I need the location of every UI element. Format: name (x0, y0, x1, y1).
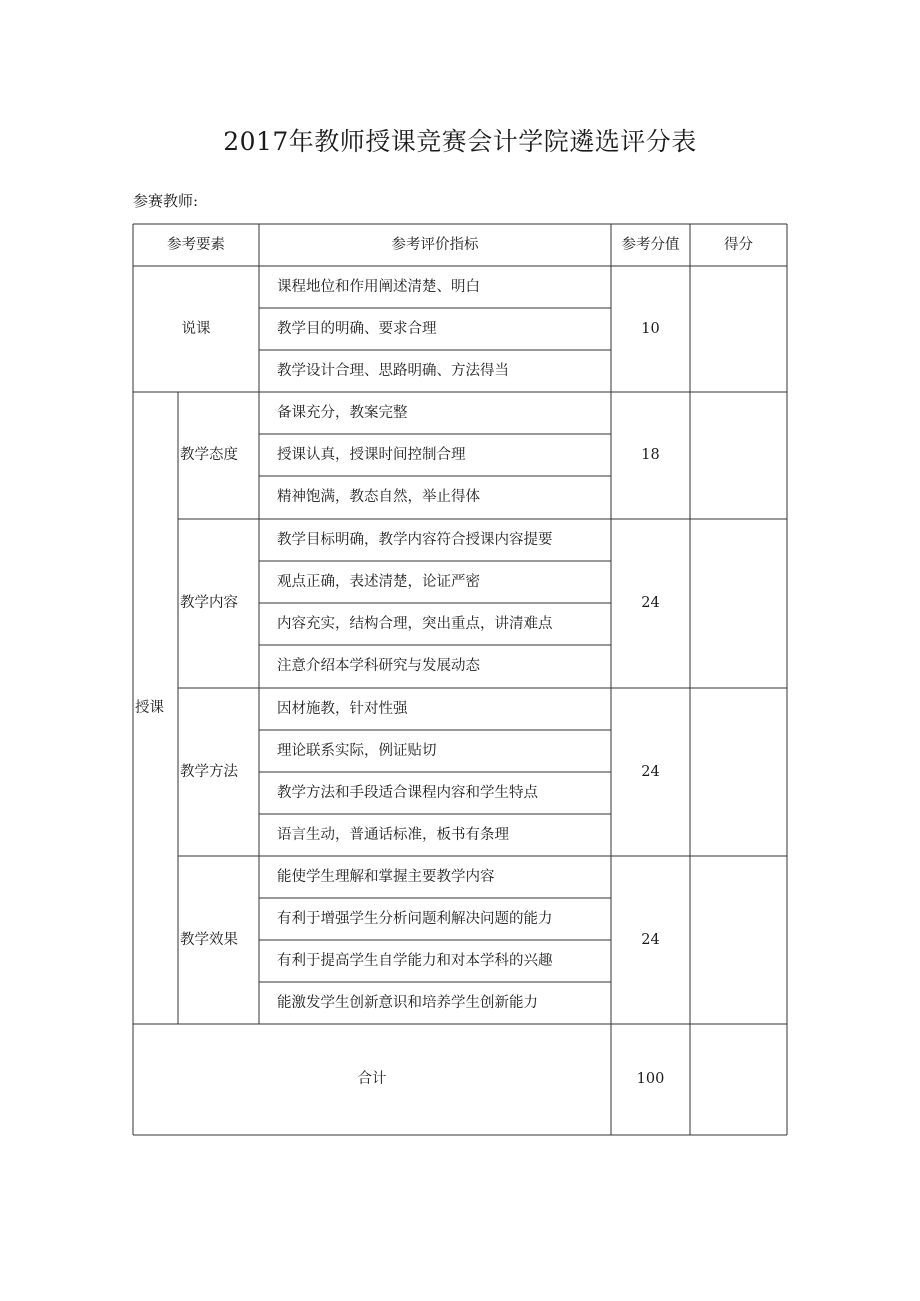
indicator-cell: 能使学生理解和掌握主要教学内容 (277, 868, 495, 885)
group-ref-score: 18 (641, 447, 660, 464)
indicator-cell: 备课充分，教案完整 (277, 404, 408, 421)
indicator-cell: 能激发学生创新意识和培养学生创新能力 (277, 994, 538, 1011)
indicator-cell: 语言生动，普通话标准，板书有条理 (277, 826, 509, 843)
attitude-score-input[interactable] (690, 392, 787, 519)
indicator-cell: 内容充实，结构合理，突出重点，讲清难点 (277, 615, 553, 632)
indicator-cell: 有利于提高学生自学能力和对本学科的兴趣 (277, 952, 553, 969)
header-ref-score: 参考分值 (621, 236, 680, 253)
group-label-method: 教学方法 (180, 763, 238, 780)
indicator-cell: 精神饱满，教态自然，举止得体 (277, 489, 480, 506)
shuoke-ref-score: 10 (641, 320, 660, 337)
group-label-attitude: 教学态度 (180, 447, 238, 464)
content-score-input[interactable] (690, 519, 787, 688)
shuoke-score-input[interactable] (690, 266, 787, 392)
page-title: 2017年教师授课竞赛会计学院遴选评分表 (223, 127, 697, 156)
indicator-cell: 理论联系实际，例证贴切 (277, 742, 437, 759)
group-label-content: 教学内容 (180, 595, 238, 612)
group-ref-score: 24 (641, 595, 660, 612)
indicator-cell: 课程地位和作用阐述清楚、明白 (277, 278, 480, 295)
indicator-cell: 教学目的明确、要求合理 (277, 320, 437, 337)
shouke-label: 授课 (135, 699, 164, 716)
indicator-cell: 观点正确，表述清楚，论证严密 (277, 573, 480, 590)
header-element: 参考要素 (167, 236, 225, 253)
total-label: 合计 (357, 1071, 387, 1088)
indicator-cell: 注意介绍本学科研究与发展动态 (277, 658, 480, 675)
indicator-cell: 教学设计合理、思路明确、方法得当 (277, 362, 509, 379)
group-label-effect: 教学效果 (180, 931, 238, 948)
group-ref-score: 24 (641, 763, 660, 780)
indicator-cell: 授课认真，授课时间控制合理 (277, 446, 466, 463)
total-score-input[interactable] (690, 1024, 787, 1135)
group-ref-score: 24 (641, 931, 660, 948)
indicator-cell: 教学方法和手段适合课程内容和学生特点 (277, 784, 538, 801)
header-score: 得分 (724, 236, 753, 253)
header-indicator: 参考评价指标 (391, 236, 479, 253)
effect-score-input[interactable] (690, 856, 787, 1024)
method-score-input[interactable] (690, 688, 787, 856)
indicator-cell: 有利于增强学生分析问题利解决问题的能力 (277, 910, 553, 927)
total-ref-score: 100 (636, 1071, 665, 1088)
indicator-cell: 因材施教，针对性强 (277, 700, 408, 717)
shuoke-label: 说课 (181, 320, 211, 337)
teacher-label: 参赛教师: (133, 192, 199, 210)
indicator-cell: 教学目标明确，教学内容符合授课内容提要 (277, 531, 553, 548)
